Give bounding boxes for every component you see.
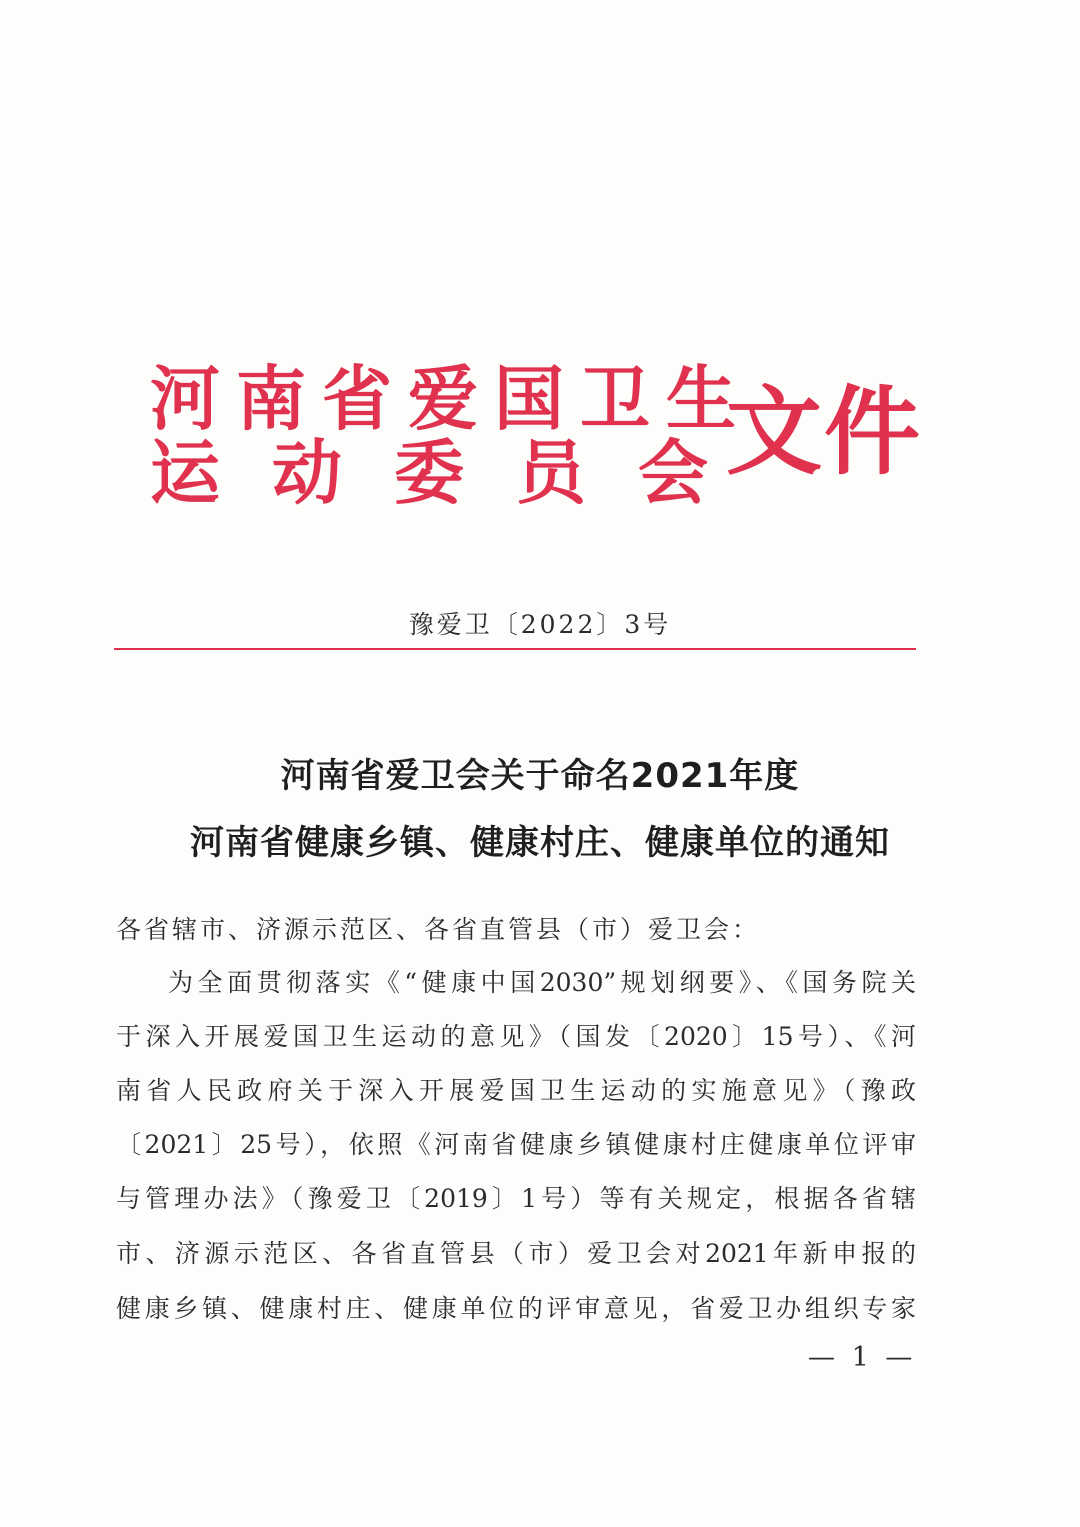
red-divider — [114, 648, 916, 650]
page-number: — 1 — — [808, 1342, 917, 1373]
body-line: 与管理办法》（豫爱卫〔2019〕1号）等有关规定，根据各省辖 — [116, 1184, 916, 1213]
body-line: 健康乡镇、健康村庄、健康单位的评审意见，省爱卫办组织专家 — [116, 1294, 916, 1323]
header-org-line-1: 河南省爱国卫生 — [150, 357, 752, 440]
notice-title-line-1: 河南省爱卫会关于命名2021年度 — [280, 756, 800, 796]
body-line: 为全面贯彻落实《“健康中国2030”规划纲要》、《国务院关 — [168, 968, 916, 997]
salutation: 各省辖市、济源示范区、各省直管县（市）爱卫会： — [116, 915, 761, 944]
notice-title-line-2: 河南省健康乡镇、健康村庄、健康单位的通知 — [190, 823, 890, 863]
body-line: 〔2021〕25号），依照《河南省健康乡镇健康村庄健康单位评审 — [116, 1130, 916, 1159]
body-line: 南省人民政府关于深入开展爱国卫生运动的实施意见》（豫政 — [116, 1076, 916, 1105]
header-suffix: 文件 — [726, 375, 922, 488]
body-line: 市、济源示范区、各省直管县（市）爱卫会对2021年新申报的 — [116, 1239, 916, 1268]
body-line: 于深入开展爱国卫生运动的意见》（国发〔2020〕15号）、《河 — [116, 1022, 916, 1051]
header-org-line-2: 运动委员会 — [150, 431, 760, 514]
document-number: 豫爱卫〔2022〕3号 — [408, 610, 672, 639]
